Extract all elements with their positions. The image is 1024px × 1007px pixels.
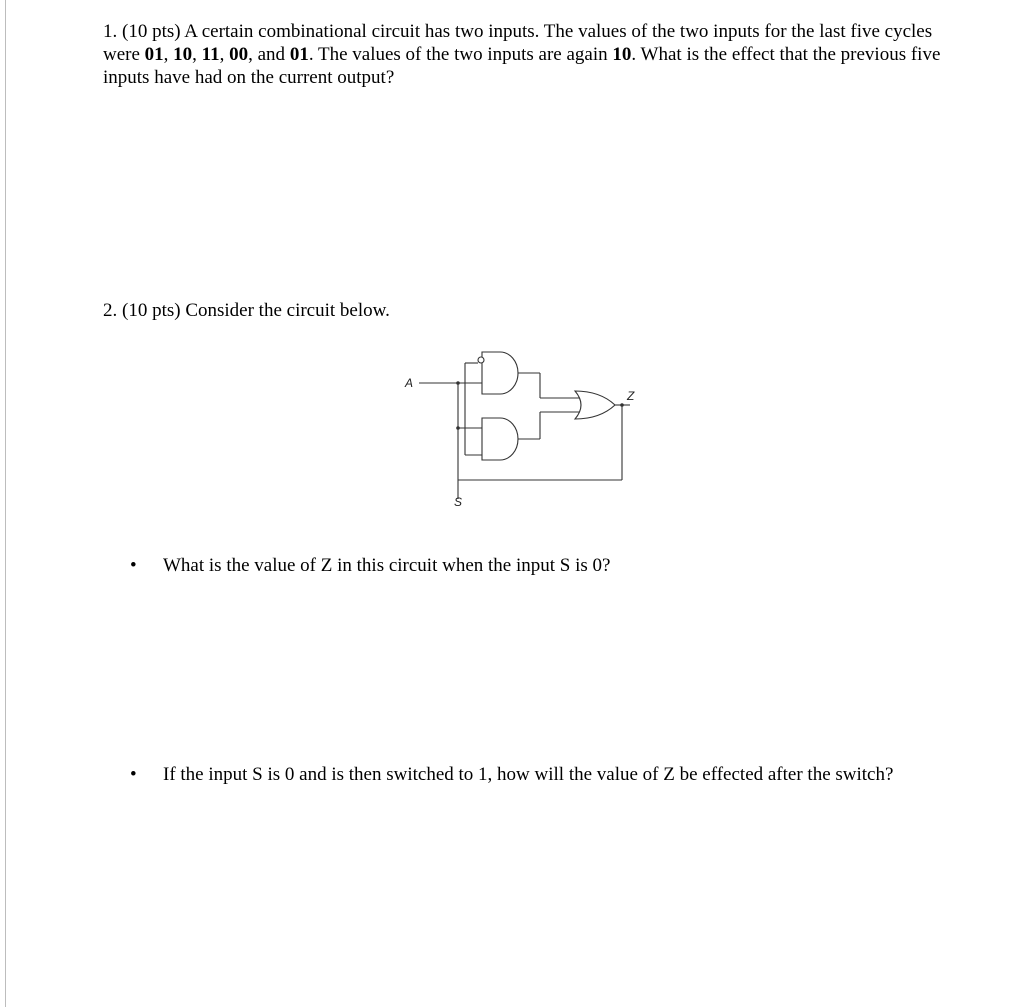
input-value-5: 01: [289, 44, 309, 65]
question-2: [103, 299, 390, 322]
bullet-text: If the input S is 0 and is then switched to 1, how will the value of Z be effected after the switch?: [163, 764, 894, 785]
bullet-question-2: [130, 763, 893, 786]
question-1-number: 1.: [103, 21, 118, 42]
junction-s: [456, 426, 460, 430]
question-1-text-a: A certain combinational circuit has two inputs. The values of the two inputs for the last five cycles were: [103, 21, 933, 65]
separator: ,: [192, 44, 202, 65]
input-value-3: 11: [201, 44, 220, 65]
separator: , and: [248, 44, 290, 65]
question-1-points: (10 pts): [122, 21, 181, 42]
label-a: A: [405, 376, 414, 390]
question-1-text-b: . The values of the two inputs are again: [308, 44, 613, 65]
input-value-2: 10: [173, 44, 193, 65]
label-z: Z: [627, 389, 635, 403]
label-s: S: [454, 495, 463, 509]
question-1: [103, 20, 953, 89]
input-value-1: 01: [144, 44, 164, 65]
question-2-text: Consider the circuit below.: [185, 300, 390, 321]
or-gate: [575, 391, 615, 419]
and-gate-lower: [482, 418, 518, 460]
input-value-4: 00: [229, 44, 249, 65]
junction-z: [620, 403, 624, 407]
bullet-icon: •: [130, 555, 137, 576]
question-2-points: (10 pts): [122, 300, 181, 321]
logic-circuit-diagram: [395, 342, 675, 517]
separator: ,: [163, 44, 174, 65]
inverter-bubble: [478, 357, 484, 363]
question-2-number: 2.: [103, 300, 118, 321]
question-1-text-c: . What is the effect that the previous five inputs have had on the current output?: [103, 44, 941, 88]
input-value-current: 10: [612, 44, 632, 65]
and-gate-upper: [482, 352, 518, 394]
bullet-question-1: [130, 554, 610, 577]
page-margin-line: [5, 0, 6, 1007]
junction-a: [456, 381, 460, 385]
bullet-text: What is the value of Z in this circuit when the input S is 0?: [163, 555, 611, 576]
bullet-icon: •: [130, 764, 137, 785]
separator: ,: [219, 44, 230, 65]
